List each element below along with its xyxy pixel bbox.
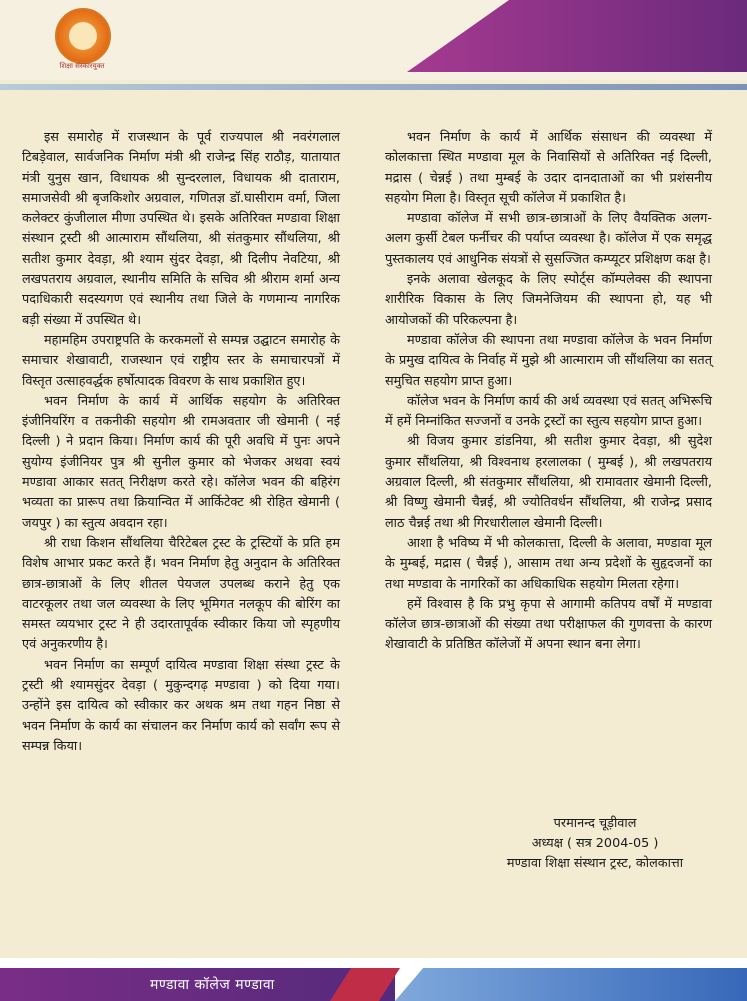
- paragraph: इनके अलावा खेलकूद के लिए स्पोर्ट्स कॉम्पलेक्स की स्थापना शारीरिक विकास के लिए जिमनेजियम की स्थापना हो, यह भी आयोजकों की परिकल्पना है।: [385, 272, 712, 328]
- paragraph: महामहिम उपराष्ट्रपति के करकमलों से सम्पन्न उद्घाटन समारोह के समाचार शेखावाटी, राजस्थान एवं राष्ट्रीय स्तर के समाचारपत्रों में विस्तृत उत्साहवर्द्धक हर्षोत्पादक विवरण के साथ प्रकाशित हुए।: [22, 332, 340, 389]
- left-column: [22, 128, 340, 757]
- paragraph: श्री राधा किशन सौंथलिया चैरिटेबल ट्रस्ट के ट्रस्टियों के प्रति हम विशेष आभार प्रकट करते हैं। भवन निर्माण हेतु अनुदान के अतिरिक्त छात्र-छात्राओं के लिए शीतल पेयजल उपलब्ध कराने हेतु एक वाटरकूलर तथा जल व्यवस्था के लिए भूमिगत नलकूप की बोरिंग का समस्त व्ययभार ट्रस्ट ने ही उदारतापूर्वक स्वीकार किया जो स्पृहणीय एवं अनुकरणीय है।: [22, 535, 340, 653]
- paragraph: कॉलेज भवन के निर्माण कार्य की अर्थ व्यवस्था एवं सतत् अभिरूचि में हमें निम्नांकित सज्जनों व उनके ट्रस्टों का स्तुत्य सहयोग प्राप्त हुआ।: [385, 393, 712, 430]
- paragraph: भवन निर्माण के कार्य में आर्थिक संसाधन की व्यवस्था में कोलकात्ता स्थित मण्डावा मूल के निवासियों से अतिरिक्त नई दिल्ली, मद्रास ( चेन्नई ) तथा मुम्बई के उदार दानदाताओं का भी प्रशंसनीय सहयोग मिला है। विस्तृत सूची कॉलेज में प्रकाशित है।: [385, 130, 712, 206]
- paragraph: भवन निर्माण का सम्पूर्ण दायित्व मण्डावा शिक्षा संस्था ट्रस्ट के ट्रस्टी श्री श्यामसुंदर देवड़ा ( मुकुन्दगढ़ मण्डावा ) को दिया गया। उन्होंने इस दायित्व को स्वीकार कर अथक श्रम तथा गहन निष्ठा से भवन निर्माण के कार्य का संचालन कर निर्माण कार्य को सर्वांग रूप से सम्पन्न किया।: [22, 657, 340, 754]
- college-logo: [55, 8, 111, 64]
- paragraph: मण्डावा कॉलेज में सभी छात्र-छात्राओं के लिए वैयक्तिक अलग-अलग कुर्सी टेबल फर्नीचर की पर्याप्त व्यवस्था है। कॉलेज में एक समृद्ध पुस्तकालय एवं आधुनिक संयत्रों से सुसज्जित कम्प्यूटर प्रशिक्षण कक्ष है।: [385, 211, 712, 267]
- signature-block: [480, 814, 710, 874]
- paragraph: आशा है भविष्य में भी कोलकात्ता, दिल्ली के अलावा, मण्डावा मूल के मुम्बई, मद्रास ( चैन्नई ), आसाम तथा अन्य प्रदेशों के सुहृदजनों का तथा मण्डावा के नागरिकों का अधिकाधिक सहयोग मिलता रहेगा।: [385, 535, 712, 592]
- paragraph: भवन निर्माण के कार्य में आर्थिक सहयोग के अतिरिक्त इंजीनियरिंग व तकनीकी सहयोग श्री रामअवतार जी खेमानी ( नई दिल्ली ) ने प्रदान किया। निर्माण कार्य की पूरी अवधि में पुनः अपने सुयोग्य इंजीनियर पुत्र श्री सुनील कुमार को भेजकर अथवा स्वयं मण्डावा आकार सतत् निरीक्षण करते रहे। कॉलेज भवन की बहिरंग भव्यता का प्रारूप तथा क्रियान्वित में आर्किटेक्ट श्री रोहित खेमानी ( जयपुर ) का स्तुत्य अवदान रहा।: [22, 393, 340, 531]
- logo-emblem: [69, 22, 97, 50]
- footer-blue-band: [395, 968, 747, 1001]
- logo-caption: शिक्षा संस्कारयुक्त: [59, 62, 105, 70]
- signatory-name: परमानन्द चूड़ीवाल: [553, 816, 637, 831]
- right-column: [385, 128, 712, 656]
- signatory-org: मण्डावा शिक्षा संस्थान ट्रस्ट, कोलकात्ता: [506, 856, 684, 871]
- paragraph: हमें विश्वास है कि प्रभु कृपा से आगामी कतिपय वर्षों में मण्डावा कॉलेज छात्र-छात्राओं की संख्या तथा परीक्षाफल की गुणवत्ता के कारण शेखावाटी के प्रतिष्ठित कॉलेजों में अपना स्थान बना लेगा।: [385, 596, 712, 653]
- signatory-role: अध्यक्ष ( सत्र 2004-05 ): [531, 836, 659, 851]
- footer-title: मण्डावा कॉलेज मण्डावा: [150, 977, 275, 993]
- paragraph: श्री विजय कुमार डांडनिया, श्री सतीश कुमार देवड़ा, श्री सुदेश कुमार सौंथलिया, श्री विश्वनाथ हरलालका ( मुम्बई ), श्री लखपतराय अग्रवाल दिल्ली, श्री संतकुमार सौंथलिया, श्री रामावतार खेमानी दिल्ली, श्री विष्णु खेमानी चैन्नई, श्री ज्योतिवर्धन सौंथलिया, श्री राजेन्द्र प्रसाद लाठ चैन्नई तथा श्री गिरधारीलाल खेमानी दिल्ली।: [385, 434, 712, 531]
- paragraph: मण्डावा कॉलेज की स्थापना तथा मण्डावा कॉलेज के भवन निर्माण के प्रमुख दायित्व के निर्वाह में मुझे श्री आत्माराम जी सौंथलिया का सतत् समुचित सहयोग प्राप्त हुआ।: [385, 332, 712, 389]
- paragraph: इस समारोह में राजस्थान के पूर्व राज्यपाल श्री नवरंगलाल टिबड़ेवाल, सार्वजनिक निर्माण मंत्री श्री राजेन्द्र सिंह राठौड़, यातायात मंत्री युनुस खान, विधायक श्री सुन्दरलाल, विधायक श्री दाताराम, समाजसेवी श्री बृजकिशोर अग्रवाल, गणितज्ञ डॉ.घासीराम वर्मा, जिला कलेक्टर कुंजीलाल मीणा उपस्थित थे। इसके अतिरिक्त मण्डावा शिक्षा संस्थान ट्रस्टी श्री आत्माराम सौंथलिया, श्री संतकुमार सौंथलिया, श्री सतीश कुमार देवड़ा, श्री श्याम सुंदर देवड़ा, श्री दिलीप नेवटिया, श्री लखपतराय अग्रवाल, स्थानीय समिति के सचिव श्री श्रीराम शर्मा अन्य पदाधिकारी सदस्यगण एवं स्थानीय तथा जिले के गणमान्य नागरिक बड़ी संख्या में उपस्थित थे।: [22, 130, 340, 328]
- header-blue-rule: [0, 84, 747, 90]
